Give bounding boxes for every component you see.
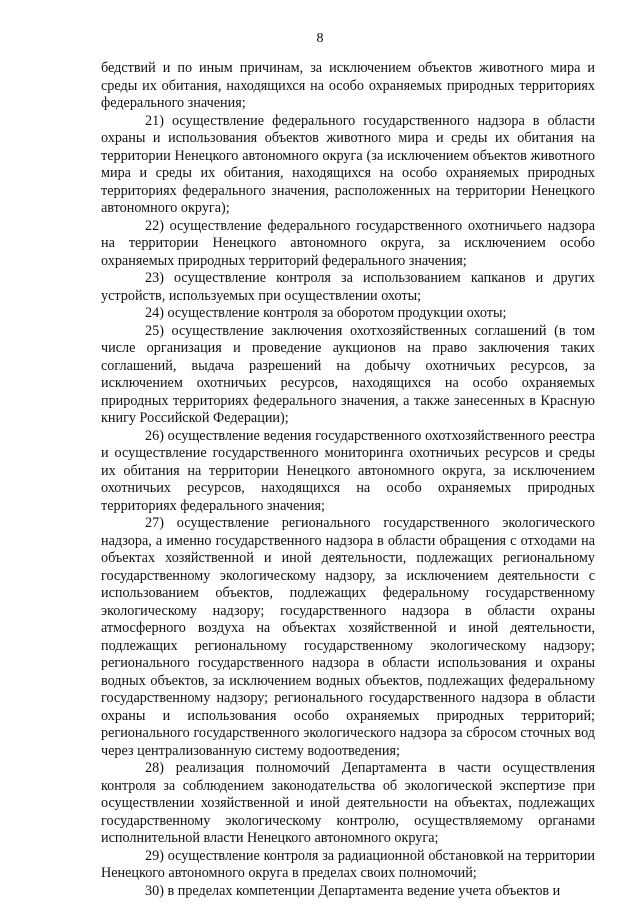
paragraph: 29) осуществление контроля за радиационной обстановкой на территории Ненецкого автономного округа в пределах своих полномочий; — [101, 847, 595, 881]
paragraph: 24) осуществление контроля за оборотом продукции охоты; — [145, 305, 507, 321]
paragraph: 22) осуществление федерального государственного охотничьего надзора на территории Ненецкого автономного округа, за исключением особо охраняемых природных территорий федерального значения; — [101, 217, 595, 269]
paragraph: 21) осуществление федерального государственного надзора в области охраны и использования объектов животного мира и среды их обитания на территории Ненецкого автономного округа (за исключением объектов животного мира и среды их обитания, находящихся на особо охраняемых природных территориях федерального значения, расположенных на территории Ненецкого автономного округа); — [101, 112, 595, 216]
paragraph: 23) осуществление контроля за использованием капканов и других устройств, используемых при осуществлении охоты; — [101, 270, 595, 304]
paragraph: 26) осуществление ведения государственного охотхозяйственного реестра и осуществление государственного мониторинга охотничьих ресурсов и среды их обитания на территории Ненецкого автономного округа, за исключением охотничьих ресурсов, находящихся на особо охраняемых природных территориях федерального значения; — [101, 427, 595, 514]
paragraph: бедствий и по иным причинам, за исключением объектов животного мира и среды их обитания, находящихся на особо охраняемых природных территориях федерального значения; — [101, 60, 595, 111]
paragraph: 27) осуществление регионального государственного экологического надзора, а именно государственного надзора в области обращения с отходами на объектах хозяйственной и иной деятельности, подлежащих региональному государственному экологическому надзору, за исключением деятельности с использованием объектов, подлежащих федеральному государственному экологическому надзору; государственного надзора в области охраны атмосферного воздуха на объектах хозяйственной и иной деятельности, подлежащих региональному государственному экологическому надзору; регионального государственного надзора в области использования и охраны водных объектов, за исключением водных объектов, подлежащих федеральному государственному надзору; регионального государственного надзора в области охраны и использования особо охраняемых природных территорий; регионального государственного экологического надзора за сбросом сточных вод через централизованную систему водоотведения; — [101, 515, 595, 759]
paragraph: 25) осуществление заключения охотхозяйственных соглашений (в том числе организация и проведение аукционов на право заключения таких соглашений, выдача разрешений на добычу охотничьих ресурсов, за исключением охотничьих ресурсов, находящихся на особо охраняемых природных территориях федерального значения, а также занесенных в Красную книгу Российской Федерации); — [101, 322, 595, 426]
paragraph: 30) в пределах компетенции Департамента ведение учета объектов и — [145, 882, 561, 899]
page-number: 8 — [316, 31, 324, 46]
document-body — [101, 60, 595, 900]
paragraph: 28) реализация полномочий Департамента в части осуществления контроля за соблюдением законодательства об экологической экспертизе при осуществлении хозяйственной и иной деятельности на объектах, подлежащих государственному экологическому контролю, осуществляемому органами исполнительной власти Ненецкого автономного округа; — [101, 760, 595, 846]
